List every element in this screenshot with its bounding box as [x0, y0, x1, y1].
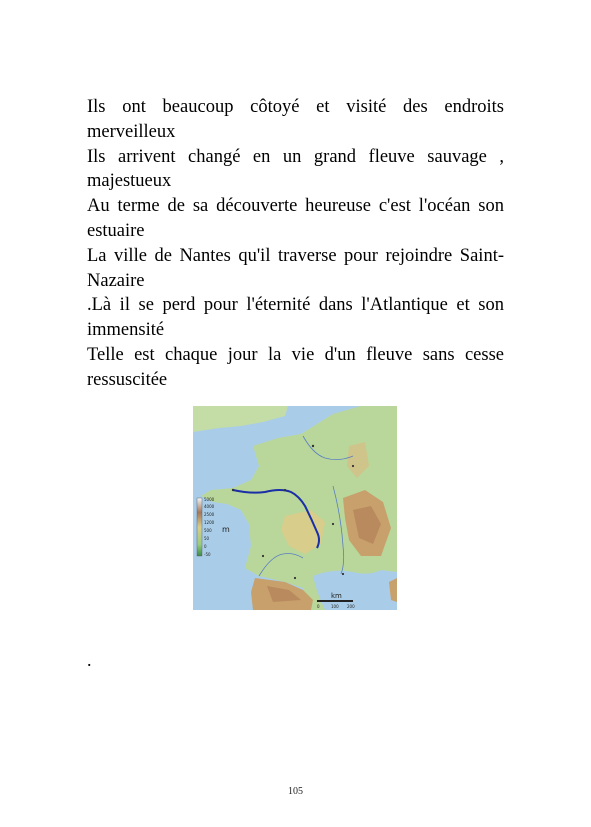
- trailing-dot: .: [87, 650, 92, 670]
- scale-unit: km: [331, 592, 342, 600]
- legend-label: 50: [204, 536, 210, 541]
- scale-tick: 200: [347, 604, 355, 609]
- scale-tick: 100: [331, 604, 339, 609]
- scale-bar: [317, 600, 353, 602]
- poem-line: Ils arrivent changé en un grand fleuve sauvage , majestueux: [87, 146, 504, 192]
- legend-unit: m: [222, 525, 230, 534]
- poem-line: .Là il se perd pour l'éternité dans l'Atlantique et son immensité: [87, 295, 504, 341]
- mediterranean-sea: [313, 570, 397, 610]
- page-number: 105: [288, 786, 303, 797]
- legend-label: 5000: [204, 497, 215, 502]
- legend-label: -50: [204, 552, 211, 557]
- poem-line: La ville de Nantes qu'il traverse pour rejoindre Saint-Nazaire: [87, 245, 504, 291]
- poem-text: [87, 95, 504, 393]
- relief-map-france: [193, 406, 397, 610]
- poem-line: Telle est chaque jour la vie d'un fleuve sans cesse ressuscitée: [87, 344, 504, 390]
- elevation-legend-bar: [197, 498, 202, 556]
- poem-line: Au terme de sa découverte heureuse c'est l'océan son estuaire: [87, 196, 504, 241]
- legend-label: 500: [204, 528, 212, 533]
- legend-label: 2500: [204, 512, 215, 517]
- legend-label: 1200: [204, 520, 215, 525]
- loire-map-image: [193, 406, 397, 610]
- poem-line: Ils ont beaucoup côtoyé et visité des endroits merveilleux: [87, 97, 504, 142]
- legend-label: 0: [204, 544, 207, 549]
- legend-label: 4000: [204, 504, 215, 509]
- scale-tick: 0: [317, 604, 320, 609]
